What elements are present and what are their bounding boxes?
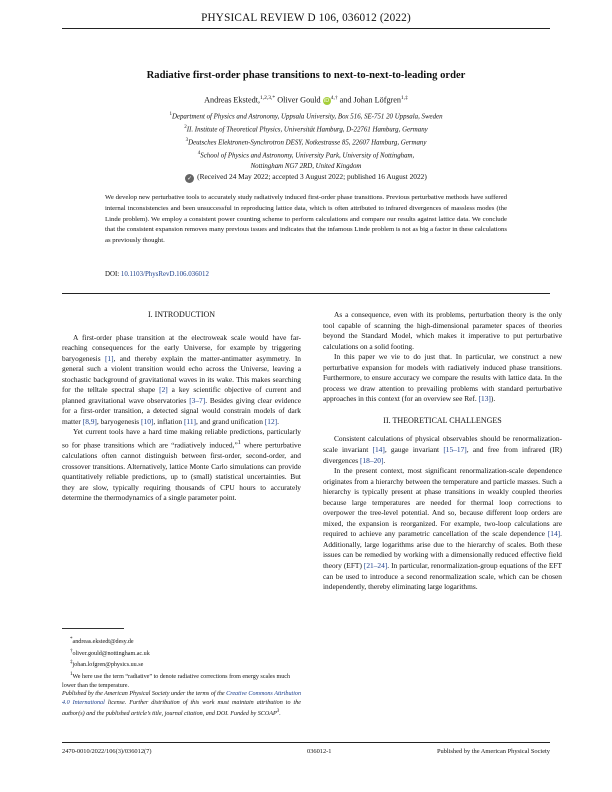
footer-rule — [62, 742, 550, 743]
footer-publisher: Published by the American Physical Society — [436, 748, 550, 755]
right-column-body — [323, 434, 562, 592]
citation-link[interactable]: [3–7] — [189, 395, 206, 405]
text-run: . In particular, renormalization-group equations of the EFT can be used to introduce a second renormalization scale, which can be chosen independently, thereby eliminating large logarithms. — [323, 561, 563, 592]
paragraph — [62, 427, 301, 503]
license-link[interactable]: Creative Commons Attribution 4.0 International — [62, 691, 301, 706]
affiliation-mark: 3 — [185, 137, 189, 143]
affiliation-line — [62, 162, 550, 173]
citation-link[interactable]: [14] — [372, 445, 385, 455]
footnote-rule — [62, 628, 124, 629]
paragraph — [323, 310, 562, 352]
text-run: Yet current tools have a hard time making reliable predictions, particularly so for phase transitions which are “radiatively induced,” — [62, 427, 301, 450]
footnote — [62, 670, 301, 690]
footnote-email[interactable]: oliver.gould@nottingham.ac.uk — [72, 650, 150, 657]
citation-link[interactable]: [2] — [159, 385, 168, 395]
text-run: ). — [490, 394, 496, 404]
license-text: . — [279, 711, 281, 718]
text-run: As a consequence, even with its problems, perturbation theory is the only tool capable of scanning the high-dimensional parameter spaces of theories beyond the Standard Model, which makes it imperative to put perturbative calculations on a solid footing. — [323, 310, 562, 351]
author-marks: 4,† — [330, 95, 338, 101]
affiliation-text: Deutsches Elektronen-Synchrotron DESY, Notkestrasse 85, 22607 Hamburg, Germany — [188, 139, 427, 147]
affiliation-text: School of Physics and Astronomy, University Park, University of Nottingham, — [200, 151, 415, 159]
text-run: . — [383, 455, 386, 465]
affiliations — [62, 110, 550, 172]
citation-link[interactable]: [10] — [141, 416, 154, 426]
affiliation-line — [62, 136, 550, 149]
left-column — [62, 310, 301, 504]
text-run: , and thereby explain the matter-antimatter asymmetry. In general such a violent transition would echo across the Universe, leaving a stochastic background of gravitational waves in its wake. This makes searching for the telltale spectral shape — [62, 353, 301, 395]
footnotes — [62, 628, 301, 690]
footnote-mark: † — [70, 647, 73, 654]
header-rule — [62, 28, 550, 29]
paper-title: Radiative first-order phase transitions to next-to-next-to-leading order — [146, 70, 466, 81]
author-marks: 1,2,3,* — [260, 95, 276, 101]
text-run: Consistent calculations of physical observables should be renormalization-scale invariant — [323, 434, 562, 455]
received-text: (Received 24 May 2022; accepted 3 August 2022; published 16 August 2022) — [197, 172, 427, 181]
abstract: We develop new perturbative tools to accurately study radiatively induced first-order phase transitions. Previous perturbative methods have suffered internal inconsistencies and been unsuccessful in reproducing lattice data, which is often attributed to infrared divergences of massless modes (the Linde problem). We employ a consistent power counting scheme to perform calculations and compare our results against lattice data. We conclude that the consistent expansion removes many previous issues and indicates that the infamous Linde problem is not as big a factor in these calculations as previously thought. — [105, 194, 507, 245]
affiliation-line — [62, 123, 550, 136]
affiliation-mark: 2 — [184, 124, 187, 130]
text-run: , baryogenesis — [96, 416, 142, 426]
citation-link[interactable]: [15–17] — [443, 445, 467, 455]
footnote-ref[interactable]: 1 — [237, 440, 241, 447]
author-name: Oliver Gould — [277, 95, 321, 105]
citation-link[interactable]: [12] — [264, 416, 278, 426]
affiliation-text: Department of Physics and Astronomy, Uppsala University, Box 516, SE-751 20 Uppsala, Sweden — [171, 113, 443, 121]
author-name: Johan Löfgren — [353, 95, 402, 105]
license-sup: 3 — [276, 708, 280, 715]
footnote-email[interactable]: andreas.ekstedt@desy.de — [72, 639, 134, 646]
footnote — [62, 635, 301, 647]
footer-page-number: 036012-1 — [307, 748, 332, 755]
footer-issn: 2470-0010/2022/106(3)/036012(7) — [62, 748, 152, 755]
affiliation-mark: 4 — [197, 150, 201, 156]
doi-line — [105, 271, 209, 278]
citation-link[interactable]: [8,9] — [82, 416, 97, 426]
paragraph — [323, 466, 562, 593]
license-text: license. Further distribution of this work must maintain attribution to the author(s) and the published article’s title, journal citation, and DOI. Funded by SCOAP — [62, 699, 301, 718]
text-run: , gauge invariant — [384, 445, 444, 455]
affiliation-mark: 1 — [169, 112, 172, 117]
footnote-email[interactable]: johan.lofgren@physics.uu.se — [72, 662, 144, 669]
right-column-body — [323, 310, 562, 405]
section-heading: I. INTRODUCTION — [147, 310, 216, 319]
received-dates — [62, 172, 550, 183]
affiliation-text: II. Institute of Theoretical Physics, Universität Hamburg, D-22761 Hamburg, Germany — [186, 126, 428, 134]
journal-header: PHYSICAL REVIEW D 106, 036012 (2022) — [201, 12, 411, 24]
text-run: . — [277, 416, 279, 426]
text-run: , and free from infrared (IR) divergences — [323, 445, 562, 465]
citation-link[interactable]: [14] — [547, 529, 561, 539]
footnote-mark: * — [70, 636, 73, 642]
citation-link[interactable]: [1] — [104, 353, 114, 363]
citation-link[interactable]: [21–24] — [363, 561, 388, 571]
doi-link[interactable]: 10.1103/PhysRevD.106.036012 — [120, 271, 209, 278]
right-column — [323, 310, 562, 593]
text-run: In this paper we vie to do just that. In particular, we construct a new perturbative expansion for models with radiatively induced phase transitions. Furthermore, to ensure accuracy we compare the results with lattice data. In the process we draw attention to prevailing problems with standard perturbative approaches in this context (for an overview see Ref. — [323, 352, 562, 404]
text-run: In the present context, most significant renormalization-scale dependence originates from a hierarchy between the temperature and particle masses. Such a hierarchy is typically present at phase transitions in weakly coupled theories because large temperatures are needed for thermal loop corrections to overpower the tree-level potential. And so, because different loop orders are mixed, the expansion is reorganized. For example, two-loop calculations are required to achieve any parametric cancellation of the scale dependence — [323, 466, 562, 539]
footnote-mark: ‡ — [70, 659, 73, 666]
footnote — [62, 647, 301, 659]
left-column-body — [62, 333, 301, 504]
text-run: a key scientific objective of current and planned gravitational wave observatories — [62, 385, 301, 405]
license-text: Published by the American Physical Society under the terms of the — [62, 691, 227, 697]
license-note — [62, 690, 301, 719]
author-list — [62, 95, 550, 105]
text-run: . Besides giving clear evidence for a first-order transition, a detected signal would constrain models of dark matter — [62, 395, 301, 426]
affiliation-line — [62, 110, 550, 123]
paragraph — [323, 352, 562, 405]
paragraph — [62, 333, 301, 428]
author-marks: 1,‡ — [401, 95, 408, 101]
author-name: Andreas Ekstedt, — [204, 95, 261, 105]
citation-link[interactable]: [13] — [478, 394, 491, 404]
paragraph — [323, 434, 562, 466]
footnote-mark: 1 — [70, 670, 73, 677]
citation-link[interactable]: [18–20] — [360, 455, 384, 465]
affiliation-text: Nottingham NG7 2RD, United Kingdom — [250, 162, 362, 170]
text-run: A first-order phase transition at the electroweak scale would have far-reaching consequences for the early Universe, for example by triggering baryogenesis — [62, 332, 301, 363]
text-run: where perturbative calculations often cannot distinguish between first-order, second-order, and crossover transitions. Alternatively, lattice Monte Carlo simulations can provide quantitatively reliable predictions, up to (small) statistical uncertainties. But they are slow, typically requiring thousands of CPU hours to accurately determine the thermodynamics of a single parameter point. — [62, 440, 301, 503]
affiliation-line — [62, 149, 550, 162]
doi-label: DOI: — [105, 271, 120, 278]
section-heading: II. THEORETICAL CHALLENGES — [383, 415, 502, 425]
footnote-text: We here use the term “radiative” to denote radiative corrections from energy scales much lower than the temperature. — [62, 673, 291, 689]
orcid-icon[interactable]: iD — [324, 97, 330, 104]
citation-link[interactable]: [11] — [183, 416, 197, 426]
author-and: and — [339, 95, 352, 105]
text-run: , and grand unification — [196, 416, 265, 426]
check-for-updates-icon[interactable]: ✓ — [187, 175, 193, 182]
text-run: , inflation — [153, 416, 184, 426]
footnote — [62, 658, 301, 670]
abstract-rule — [62, 293, 550, 294]
text-run: . Additionally, large logarithms arise due to the hierarchy of scales. Both these issues can be remedied by working with a dimensionally reduced effective field theory (EFT) — [323, 529, 562, 571]
